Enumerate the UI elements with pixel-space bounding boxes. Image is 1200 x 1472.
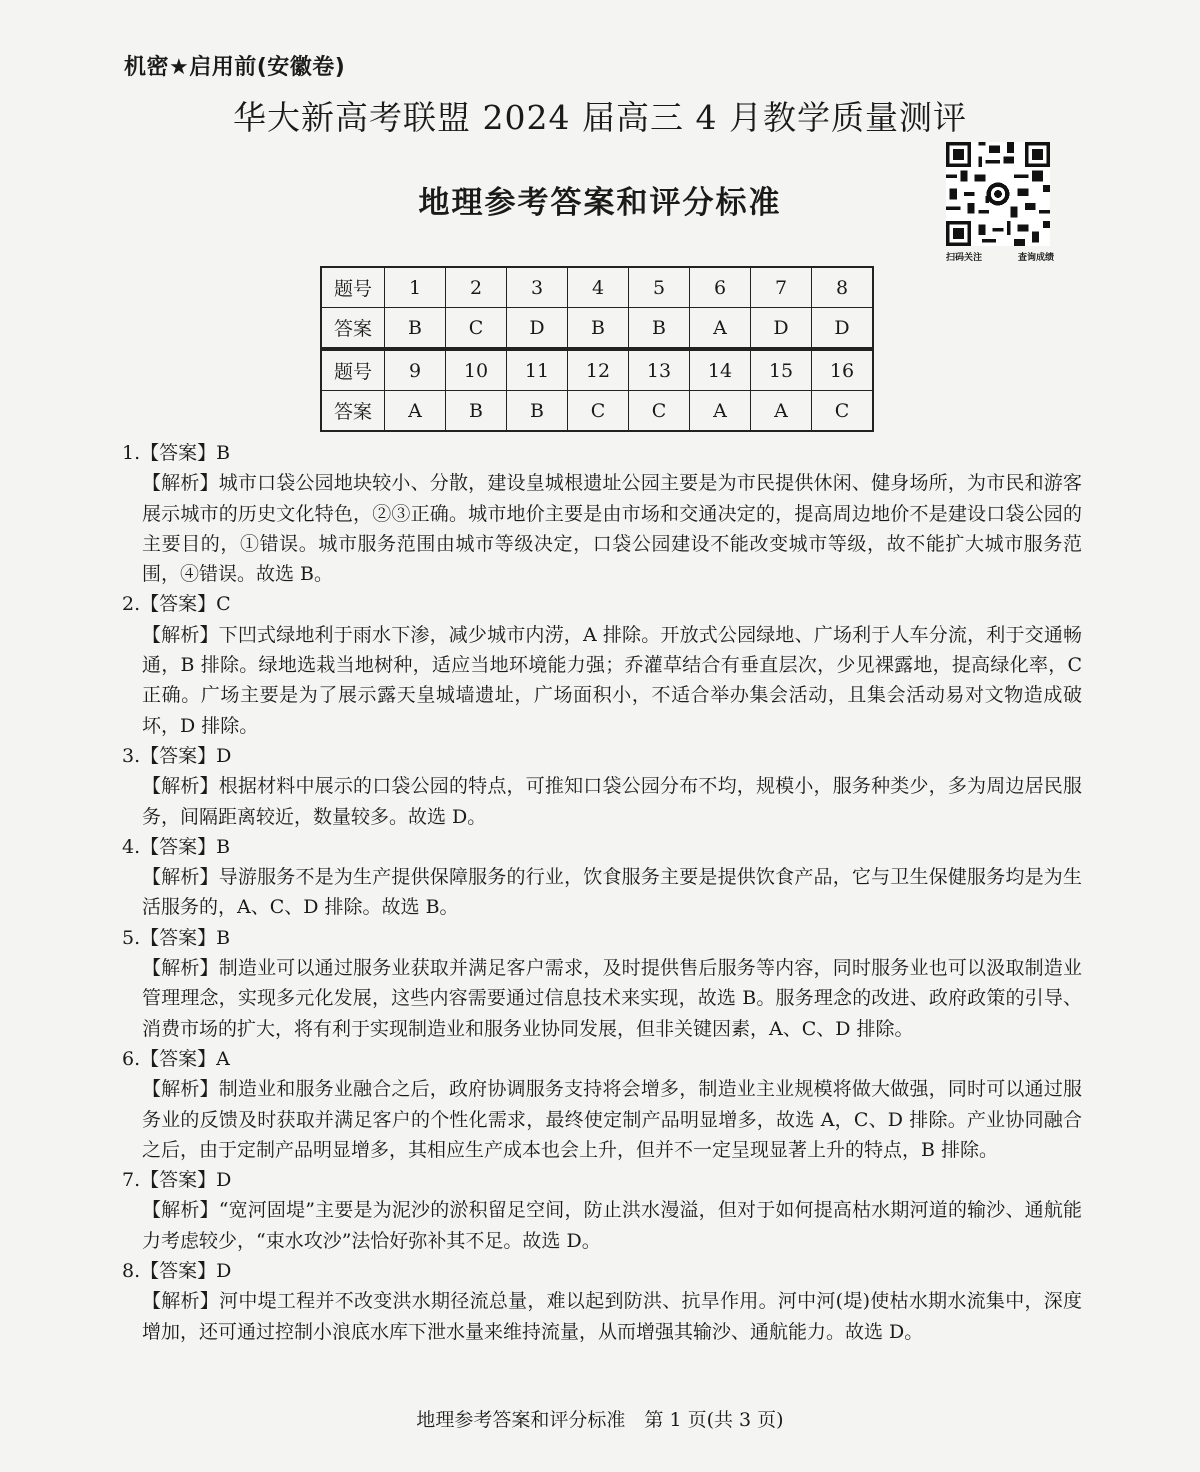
confidential-label: 机密★启用前(安徽卷)	[124, 55, 346, 80]
table-cell: B	[568, 308, 629, 350]
answer-line: 6.【答案】A	[122, 1047, 230, 1070]
explanation-text: 【解析】下凹式绿地利于雨水下渗，减少城市内涝，A 排除。开放式公园绿地、广场利于人车分流，利于交通畅通，B 排除。绿地选栽当地树种，适应当地环境能力强；乔灌草结合有垂直层次，少见裸露地，提高绿化率，C 正确。广场主要是为了展示露天皇城墙遗址，广场面积小，不适合举办集会活动，且集会活动易对文物造成破坏，D 排除。	[142, 623, 1082, 737]
explanation-text: 【解析】导游服务不是为生产提供保障服务的行业，饮食服务主要是提供饮食产品，它与卫生保健服务均是为生活服务的，A、C、D 排除。故选 B。	[142, 866, 1082, 919]
table-cell: 15	[751, 349, 812, 391]
table-cell: D	[812, 308, 874, 350]
main-title: 华大新高考联盟 2024 届高三 4 月教学质量测评	[233, 98, 967, 137]
solution-item	[122, 1256, 1082, 1347]
solution-item	[122, 832, 1082, 923]
table-row-numbers-2	[321, 349, 873, 391]
table-cell: A	[385, 391, 446, 432]
table-cell: 5	[629, 267, 690, 308]
table-cell: 11	[507, 349, 568, 391]
solutions-list	[122, 438, 1082, 1347]
row-head-number: 题号	[321, 267, 385, 308]
table-cell: 6	[690, 267, 751, 308]
solution-item	[122, 1165, 1082, 1256]
table-cell: C	[568, 391, 629, 432]
explanation-text: 【解析】城市口袋公园地块较小、分散，建设皇城根遗址公园主要是为市民提供休闲、健身场所，为市民和游客展示城市的历史文化特色，②③正确。城市地价主要是由市场和交通决定的，提高周边地价不是建设口袋公园的主要目的，①错误。城市服务范围由城市等级决定，口袋公园建设不能改变城市等级，故不能扩大城市服务范围，④错误。故选 B。	[142, 472, 1082, 586]
table-cell: B	[385, 308, 446, 350]
page-footer: 地理参考答案和评分标准 第 1 页(共 3 页)	[416, 1409, 784, 1431]
table-row-numbers-1	[321, 267, 873, 308]
table-cell: 8	[812, 267, 874, 308]
table-cell: 1	[385, 267, 446, 308]
qr-code-icon	[946, 142, 1050, 246]
table-cell: D	[507, 308, 568, 350]
table-cell: 3	[507, 267, 568, 308]
table-cell: B	[446, 391, 507, 432]
solution-item	[122, 741, 1082, 832]
qr-code-block	[946, 142, 1054, 263]
answer-line: 4.【答案】B	[122, 835, 231, 858]
qr-caption-query: 查询成绩	[1017, 253, 1054, 263]
table-cell: 4	[568, 267, 629, 308]
explanation-text: 【解析】根据材料中展示的口袋公园的特点，可推知口袋公园分布不均，规模小，服务种类少，多为周边居民服务，间隔距离较近，数量较多。故选 D。	[142, 775, 1082, 828]
table-cell: 14	[690, 349, 751, 391]
row-head-answer: 答案	[321, 391, 385, 432]
solution-item	[122, 589, 1082, 740]
explanation-text: 【解析】制造业和服务业融合之后，政府协调服务支持将会增多，制造业主业规模将做大做强，同时可以通过服务业的反馈及时获取并满足客户的个性化需求，最终使定制产品明显增多，故选 A，C、D 排除。产业协同融合之后，由于定制产品明显增多，其相应生产成本也会上升，但并不一定呈现显著上升的特点，B 排除。	[142, 1078, 1082, 1161]
solution-item	[122, 923, 1082, 1044]
row-head-number: 题号	[321, 349, 385, 391]
explanation-text: 【解析】“宽河固堤”主要是为泥沙的淤积留足空间，防止洪水漫溢，但对于如何提高枯水期河道的输沙、通航能力考虑较少，“束水攻沙”法恰好弥补其不足。故选 D。	[142, 1199, 1082, 1252]
explanation-text: 【解析】河中堤工程并不改变洪水期径流总量，难以起到防洪、抗旱作用。河中河(堤)使枯水期水流集中，深度增加，还可通过控制小浪底水库下泄水量来维持流量，从而增强其输沙、通航能力。故选 D。	[142, 1290, 1082, 1343]
table-row-answers-1	[321, 308, 873, 350]
solution-item	[122, 1044, 1082, 1165]
row-head-answer: 答案	[321, 308, 385, 350]
answer-line: 3.【答案】D	[122, 744, 232, 767]
table-cell: 10	[446, 349, 507, 391]
table-cell: 13	[629, 349, 690, 391]
table-cell: 9	[385, 349, 446, 391]
qr-caption-follow: 扫码关注	[946, 253, 983, 263]
answer-line: 7.【答案】D	[122, 1169, 232, 1192]
table-cell: C	[629, 391, 690, 432]
table-cell: A	[690, 308, 751, 350]
table-cell: A	[690, 391, 751, 432]
table-cell: A	[751, 391, 812, 432]
table-cell: B	[629, 308, 690, 350]
table-cell: 2	[446, 267, 507, 308]
table-cell: D	[751, 308, 812, 350]
answer-table	[320, 266, 874, 432]
table-row-answers-2	[321, 391, 873, 432]
answer-line: 1.【答案】B	[122, 442, 231, 464]
sub-title: 地理参考答案和评分标准	[418, 185, 782, 221]
table-cell: 7	[751, 267, 812, 308]
answer-line: 5.【答案】B	[122, 926, 231, 949]
table-cell: C	[446, 308, 507, 350]
table-cell: C	[812, 391, 874, 432]
table-cell: B	[507, 391, 568, 432]
answer-line: 8.【答案】D	[122, 1260, 232, 1283]
solution-item	[122, 438, 1082, 589]
answer-line: 2.【答案】C	[122, 593, 231, 616]
table-cell: 16	[812, 349, 874, 391]
explanation-text: 【解析】制造业可以通过服务业获取并满足客户需求，及时提供售后服务等内容，同时服务业也可以汲取制造业管理理念，实现多元化发展，这些内容需要通过信息技术来实现，故选 B。服务理念的改进、政府政策的引导、消费市场的扩大，将有利于实现制造业和服务业协同发展，但非关键因素，A、C、D 排除。	[142, 957, 1082, 1040]
table-cell: 12	[568, 349, 629, 391]
